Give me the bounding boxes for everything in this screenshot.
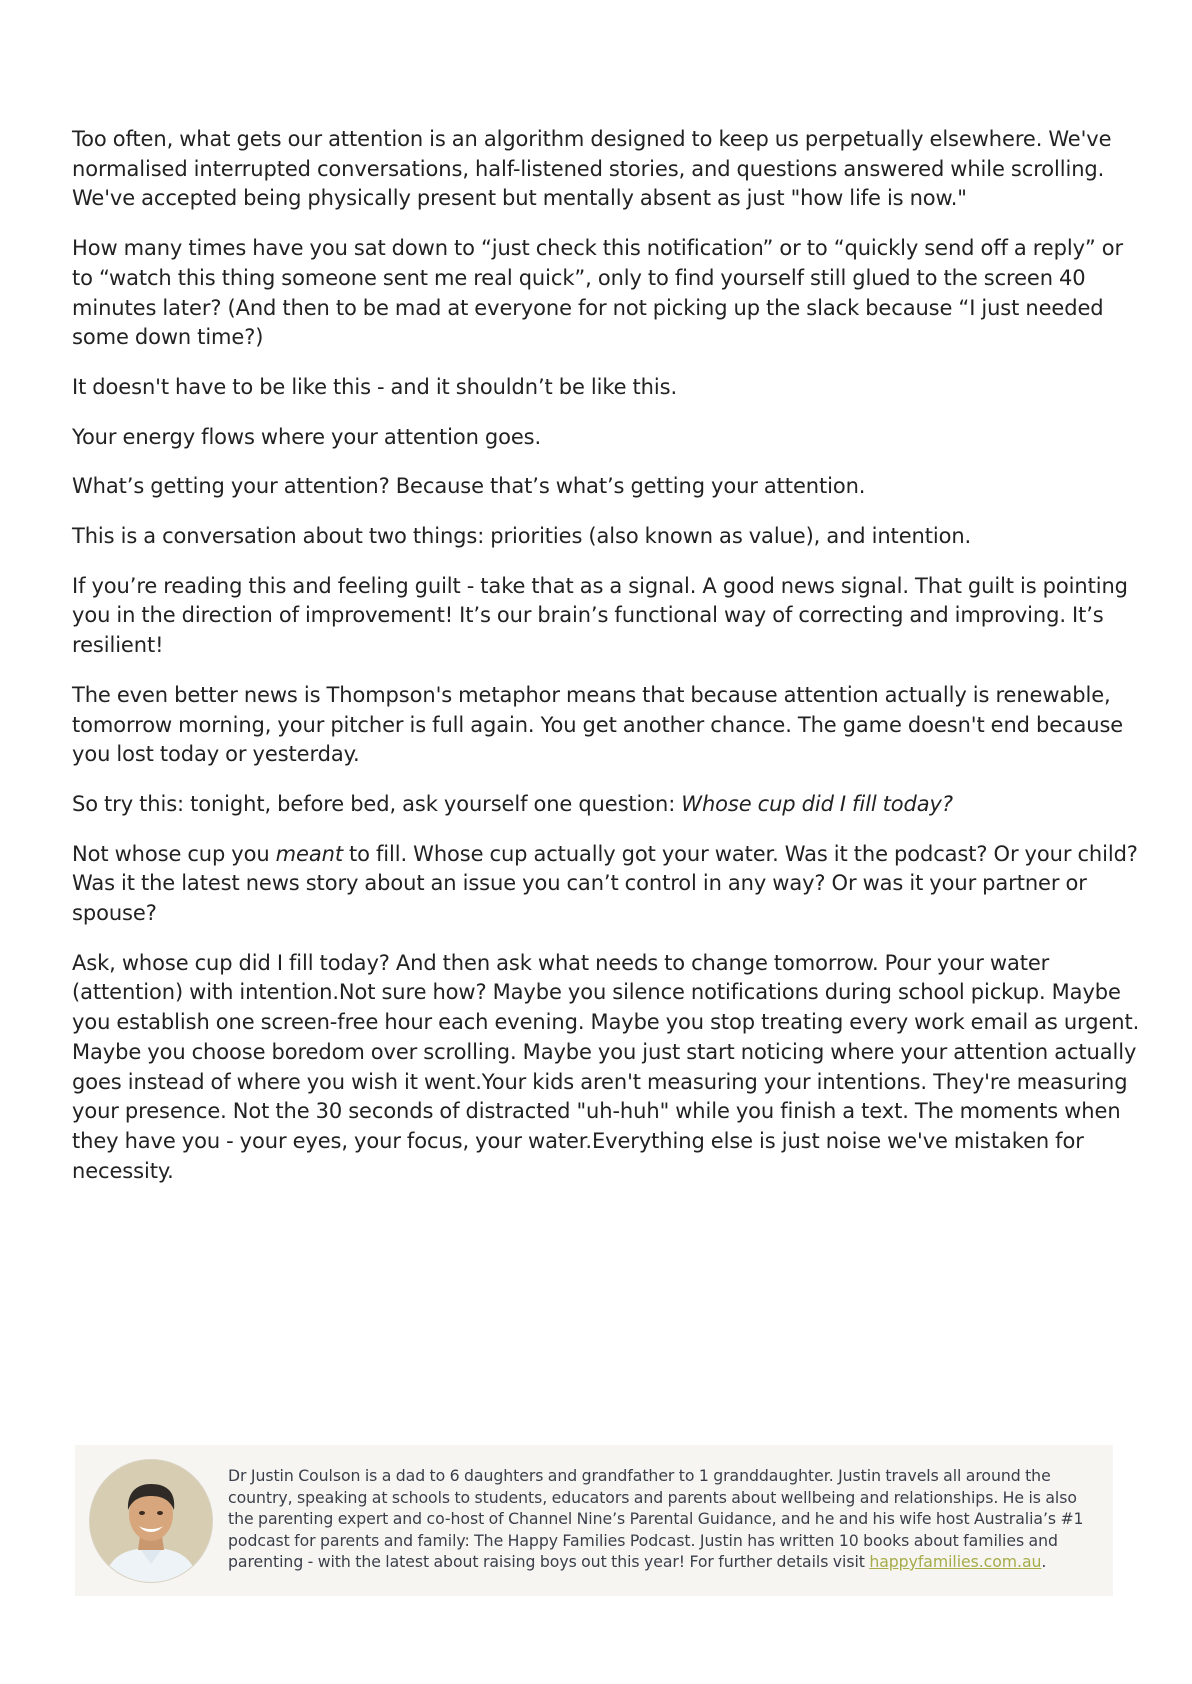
paragraph-2: How many times have you sat down to “just check this notification” or to “quickly send off a reply” or to “watch this thing someone sent me real quick”, only to find yourself still glued to the screen 40 minutes later? (And then to be mad at everyone for not picking up the slack because “I just needed some down time?) xyxy=(72,236,1124,350)
paragraph-9-text: So try this: tonight, before bed, ask yourself one question: xyxy=(72,791,682,816)
author-avatar xyxy=(89,1459,213,1583)
paragraph-3: It doesn't have to be like this - and it shouldn’t be like this. xyxy=(72,374,678,399)
paragraph-4: Your energy flows where your attention goes. xyxy=(72,424,542,449)
happyfamilies-link[interactable]: happyfamilies.com.au xyxy=(869,1552,1042,1571)
paragraph-10-text-end: to fill. Whose cup actually got your water. Was it the podcast? Or your child? Was it the latest news story about an issue you can’t control in any way? Or was it your partner or spouse? xyxy=(72,841,1138,926)
paragraph-9 xyxy=(72,790,1147,820)
paragraph-11: Ask, whose cup did I fill today? And then ask what needs to change tomorrow. Pour your water (attention) with intention.Not sure how? Maybe you silence notifications during school pickup. Maybe you establish one screen-free hour each evening. Maybe you stop treating every work email as urgent. Maybe you choose boredom over scrolling. Maybe you just start noticing where your attention actually goes instead of where you wish it went.Your kids aren't measuring your intentions. They're measuring your presence. Not the 30 seconds of distracted "uh-huh" while you finish a text. The moments when they have you - your eyes, your focus, your water.Everything else is just noise we've mistaken for necessity. xyxy=(72,950,1140,1183)
paragraph-10-emphasis: meant xyxy=(275,841,343,866)
author-bio-text xyxy=(228,1465,1098,1573)
paragraph-7: If you’re reading this and feeling guilt - take that as a signal. A good news signal. That guilt is pointing you in the direction of improvement! It’s our brain’s functional way of correcting and improving. It’s resilient! xyxy=(72,573,1128,658)
paragraph-6: This is a conversation about two things: priorities (also known as value), and intention. xyxy=(72,524,972,549)
author-bio-trailing: . xyxy=(1041,1552,1047,1571)
paragraph-10-text-start: Not whose cup you xyxy=(72,841,276,866)
paragraph-10 xyxy=(72,840,1147,929)
author-portrait-icon xyxy=(90,1460,212,1582)
paragraph-1: Too often, what gets our attention is an algorithm designed to keep us perpetually elsewhere. We've normalised interrupted conversations, half-listened stories, and questions answered while scrolling. We've accepted being physically present but mentally absent as just "how life is now." xyxy=(72,127,1112,211)
paragraph-5: What’s getting your attention? Because that’s what’s getting your attention. xyxy=(72,474,866,499)
paragraph-9-question: Whose cup did I fill today? xyxy=(681,791,953,816)
author-bio-box xyxy=(75,1445,1113,1596)
paragraph-8: The even better news is Thompson's metaphor means that because attention actually is renewable, tomorrow morning, your pitcher is full again. You get another chance. The game doesn't end because you lost today or yesterday. xyxy=(72,682,1124,767)
author-bio-description: Dr Justin Coulson is a dad to 6 daughters and grandfather to 1 granddaughter. Justin travels all around the country, speaking at schools to students, educators and parents about wellbeing and relationships. He is also the parenting expert and co-host of Channel Nine’s Parental Guidance, and he and his wife host Australia’s #1 podcast for parents and family: The Happy Families Podcast. Justin has written 10 books about families and parenting - with the latest about raising boys out this year! For further details visit xyxy=(228,1466,1084,1571)
article-body xyxy=(72,125,1147,1206)
